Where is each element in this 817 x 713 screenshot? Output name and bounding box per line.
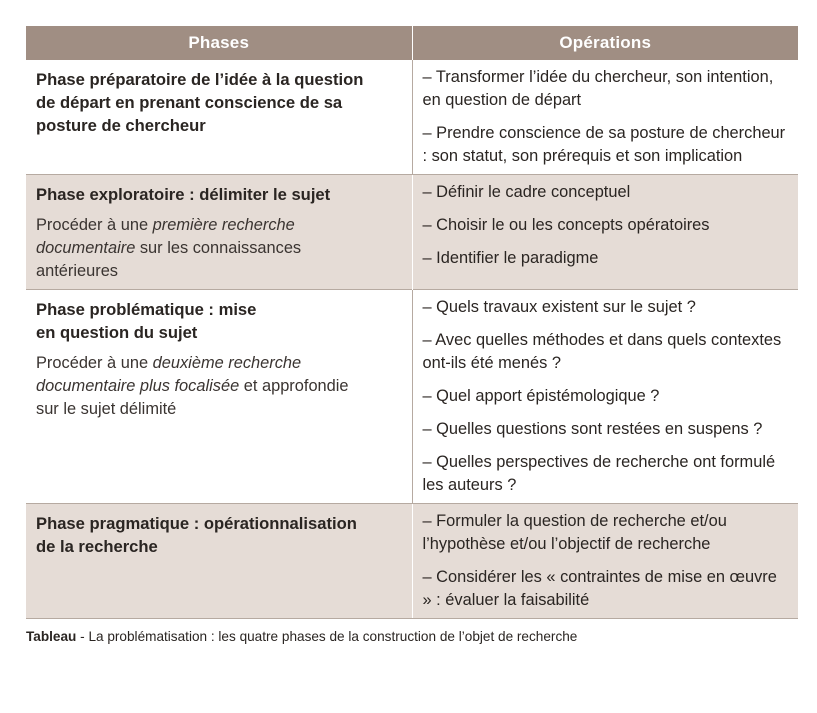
caption-text: - La problématisation : les quatre phases de la construction de l’objet de recherche [76,629,578,644]
operation-item: – Prendre conscience de sa posture de chercheur : son statut, son prérequis et son implication [422,124,786,165]
desc-part-italic: première recherche documentaire [36,216,295,257]
operation-item: – Identifier le paradigme [422,249,599,267]
desc-part: Procéder à une [36,354,153,372]
operation-item: – Quel apport épistémologique ? [422,387,660,405]
table-row [26,60,798,175]
caption-label: Tableau [26,629,77,644]
operations-cell [412,504,798,619]
operation-item: – Définir le cadre conceptuel [422,183,631,201]
phase-title: Phase pragmatique : opérationnalisation de la recherche [36,514,357,556]
table-header-row [26,26,798,60]
phase-title: Phase préparatoire de l’idée à la question de départ en prenant conscience de sa posture de chercheur [36,70,364,135]
phase-title: Phase problématique : mise en question du sujet [36,300,257,342]
table-container [26,26,798,644]
phase-title: Phase exploratoire : délimiter le sujet [36,185,331,204]
operations-cell [412,290,798,504]
operation-item: – Quels travaux existent sur le sujet ? [422,298,696,316]
table-row [26,175,798,290]
desc-part: et approfondie sur le sujet délimité [36,377,349,418]
operation-item: – Transformer l’idée du chercheur, son intention, en question de départ [422,68,774,109]
desc-part: sur les connaissances antérieures [36,239,302,280]
phase-cell [26,60,412,175]
table-row [26,290,798,504]
operation-item: – Quelles questions sont restées en suspens ? [422,420,763,438]
operations-cell [412,175,798,290]
operation-item: – Quelles perspectives de recherche ont formulé les auteurs ? [422,453,776,494]
phase-cell [26,504,412,619]
desc-part-italic: deuxième recherche documentaire plus focalisée [36,354,302,395]
operation-item: – Considérer les « contraintes de mise en œuvre » : évaluer la faisabilité [422,568,777,609]
operation-item: – Choisir le ou les concepts opératoires [422,216,710,234]
header-phases: Phases [26,26,412,60]
table-row [26,504,798,619]
operation-item: – Formuler la question de recherche et/ou l’hypothèse et/ou l’objectif de recherche [422,512,727,553]
phase-cell [26,175,412,290]
desc-part: Procéder à une [36,216,153,234]
operations-cell [412,60,798,175]
phases-table [26,26,798,619]
header-operations: Opérations [412,26,798,60]
table-caption [26,629,798,644]
phase-cell [26,290,412,504]
operation-item: – Avec quelles méthodes et dans quels contextes ont-ils été menés ? [422,331,782,372]
phase-description [36,352,366,421]
phase-description [36,214,356,283]
